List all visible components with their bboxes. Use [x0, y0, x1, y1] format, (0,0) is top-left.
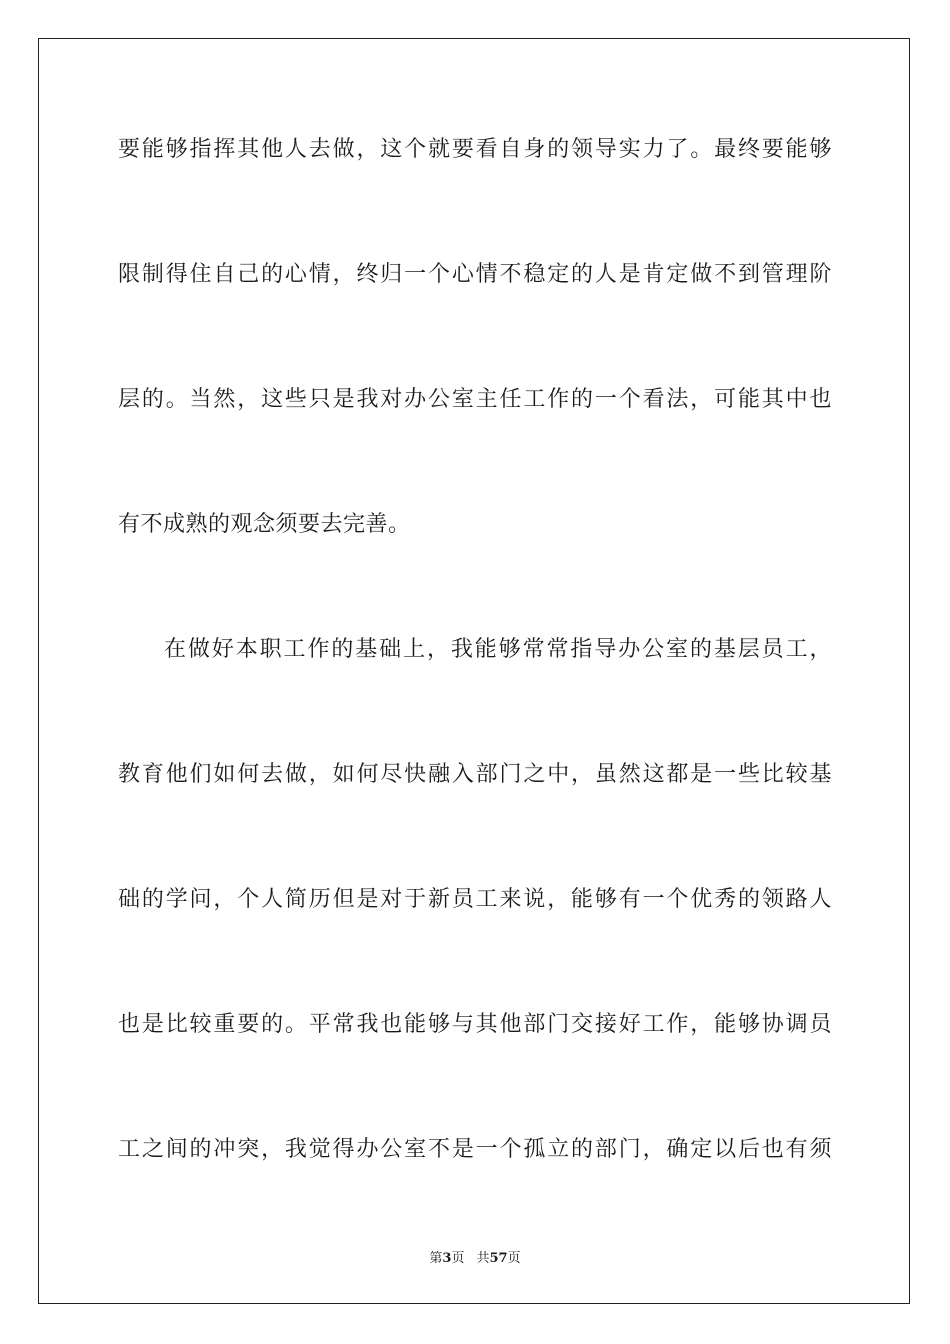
total-prefix: 共: [476, 1251, 490, 1266]
text-line: 限制得住自己的心情，终归一个心情不稳定的人是肯定做不到管理阶: [118, 262, 832, 287]
total-pages: 57: [489, 1251, 508, 1266]
text-line: 层的。当然，这些只是我对办公室主任工作的一个看法，可能其中也: [118, 387, 832, 412]
text-line: 有不成熟的观念须要去完善。: [118, 512, 411, 537]
page-number: 3: [442, 1251, 452, 1266]
page-suffix: 页: [451, 1251, 465, 1266]
text-line: 教育他们如何去做，如何尽快融入部门之中，虽然这都是一些比较基: [118, 762, 832, 787]
text-line: 础的学问，个人简历但是对于新员工来说，能够有一个优秀的领路人: [118, 887, 832, 912]
text-line: 工之间的冲突，我觉得办公室不是一个孤立的部门，确定以后也有须: [118, 1137, 832, 1162]
paragraph-first-line: 在做好本职工作的基础上，我能够常常指导办公室的基层员工，: [164, 637, 832, 662]
page-footer: [0, 1247, 950, 1266]
page-prefix: 第: [429, 1251, 443, 1266]
text-line: 要能够指挥其他人去做，这个就要看自身的领导实力了。最终要能够: [118, 137, 832, 162]
text-line: 也是比较重要的。平常我也能够与其他部门交接好工作，能够协调员: [118, 1012, 832, 1037]
page-border: [38, 38, 910, 1304]
total-suffix: 页: [507, 1251, 521, 1266]
